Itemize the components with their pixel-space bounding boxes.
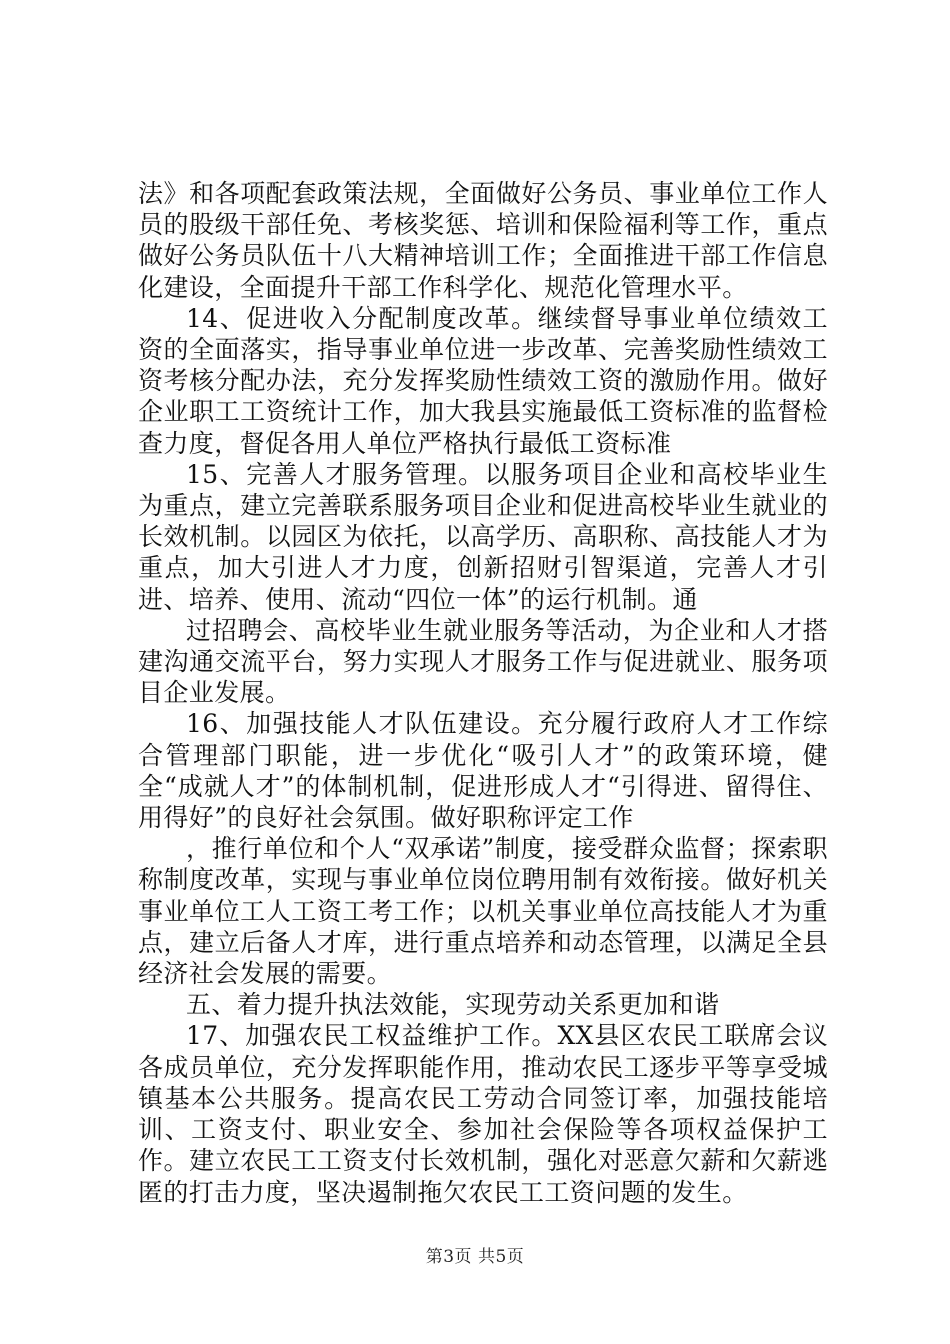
paragraph-item-15-continued: 过招聘会、高校毕业生就业服务等活动，为企业和人才搭建沟通交流平台，努力实现人才服务工作与促进就业、服务项目企业发展。	[138, 615, 828, 708]
document-body	[138, 178, 828, 1208]
page-number-footer: 第3页 共5页	[425, 1247, 525, 1267]
paragraph-item-16: 16、加强技能人才队伍建设。充分履行政府人才工作综合管理部门职能，进一步优化“吸引人才”的政策环境，健全“成就人才”的体制机制，促进形成人才“引得进、留得住、用得好”的良好社会氛围。做好职称评定工作	[138, 709, 828, 833]
paragraph-item-15: 15、完善人才服务管理。以服务项目企业和高校毕业生为重点，建立完善联系服务项目企业和促进高校毕业生就业的长效机制。以园区为依托，以高学历、高职称、高技能人才为重点，加大引进人才力度，创新招财引智渠道，完善人才引进、培养、使用、流动“四位一体”的运行机制。通	[138, 459, 828, 614]
section-heading-5: 五、着力提升执法效能，实现劳动关系更加和谐	[186, 990, 720, 1020]
paragraph-item-17: 17、加强农民工权益维护工作。XX县区农民工联席会议各成员单位，充分发挥职能作用，推动农民工逐步平等享受城镇基本公共服务。提高农民工劳动合同签订率，加强技能培训、工资支付、职业安全、参加社会保险等各项权益保护工作。建立农民工工资支付长效机制，强化对恶意欠薪和欠薪逃匿的打击力度，坚决遏制拖欠农民工工资问题的发生。	[138, 1021, 828, 1207]
paragraph-item-14: 14、促进收入分配制度改革。继续督导事业单位绩效工资的全面落实，指导事业单位进一步改革、完善奖励性绩效工资考核分配办法，充分发挥奖励性绩效工资的激励作用。做好企业职工工资统计工作，加大我县实施最低工资标准的监督检查力度，督促各用人单位严格执行最低工资标准	[138, 303, 828, 458]
paragraph-item-16-continued: ，推行单位和个人“双承诺”制度，接受群众监督；探索职称制度改革，实现与事业单位岗位聘用制有效衔接。做好机关事业单位工人工资工考工作；以机关事业单位高技能人才为重点，建立后备人才库，进行重点培养和动态管理，以满足全县经济社会发展的需要。	[138, 834, 828, 989]
paragraph-continuation: 法》和各项配套政策法规，全面做好公务员、事业单位工作人员的股级干部任免、考核奖惩、培训和保险福利等工作，重点做好公务员队伍十八大精神培训工作；全面推进干部工作信息化建设，全面提升干部工作科学化、规范化管理水平。	[138, 179, 828, 302]
